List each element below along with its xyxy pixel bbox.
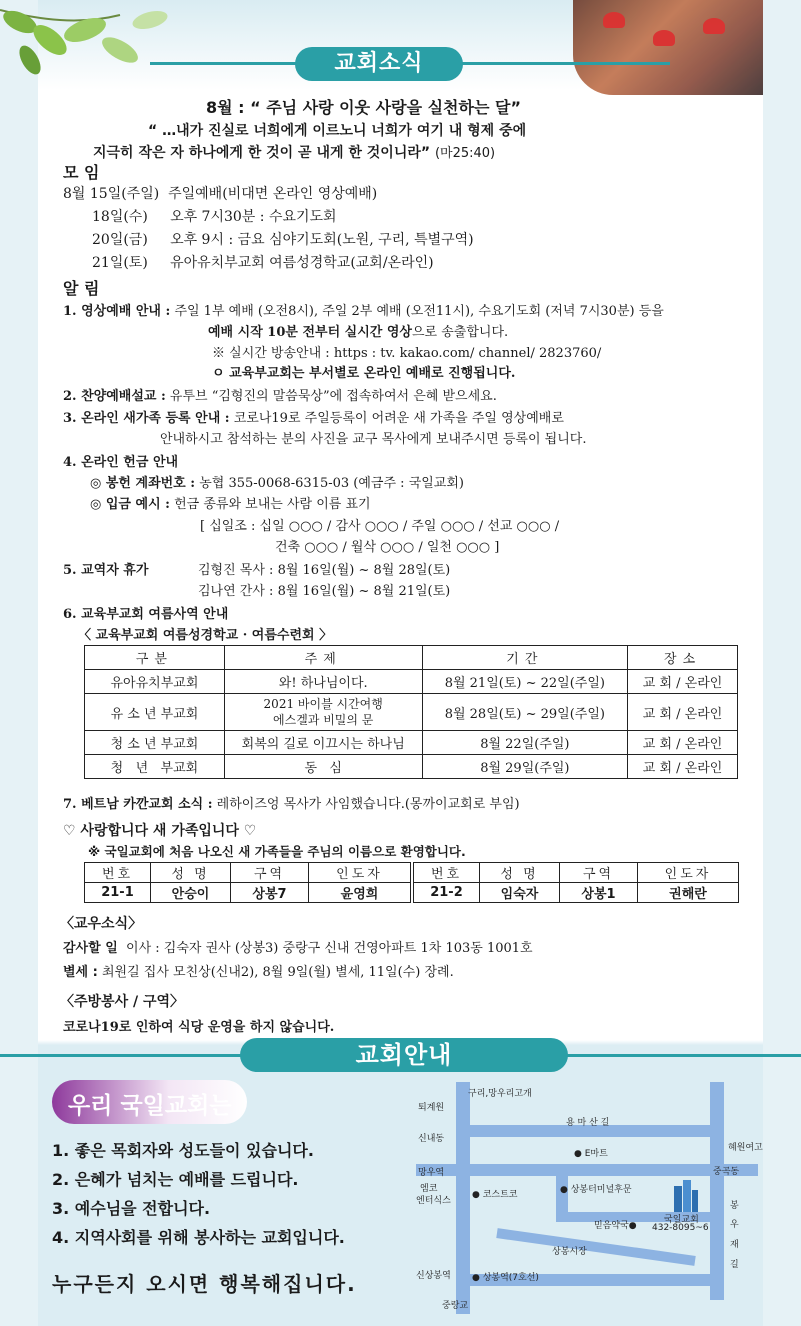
notice-2: [63, 385, 497, 404]
meeting-text: 오후 7시30분 : 수요기도회: [170, 209, 337, 225]
notice-label: 3. 온라인 새가족 등록 안내 :: [63, 411, 230, 426]
notice-text: 농협 355-0068-6315-03 (예금주 : 국일교회): [199, 476, 464, 491]
notice-6-sub: 〈 교육부교회 여름성경학교 · 여름수련회 〉: [78, 628, 333, 643]
notice-text: 주일 1부 예배 (오전8시), 주일 2부 예배 (오전11시), 수요기도회 (저녁 7시30분) 등을: [174, 304, 664, 319]
dept-cell: 청 소 년 부교회: [85, 731, 225, 755]
meeting-date: 20일(금): [92, 232, 148, 248]
newfamily-table-2: [413, 862, 739, 903]
intro-title: 우리 국일교회는: [68, 1093, 232, 1119]
choir-photo: [573, 0, 763, 95]
thanks-line: [63, 937, 533, 956]
theme-cell: 동 심: [224, 755, 422, 779]
label-bong: 봉: [730, 1201, 739, 1211]
kitchen-text: 코로나19로 인하여 식당 운영을 하지 않습니다.: [63, 1020, 335, 1035]
label-terminal: ● 상봉터미널후문: [560, 1185, 632, 1195]
road-mangu: [416, 1164, 758, 1176]
label-hyewon: 혜원여고: [728, 1143, 763, 1153]
no-cell: 21-1: [85, 883, 151, 903]
period-cell: 8월 21일(토) ~ 22일(주일): [422, 670, 628, 694]
table-header-row: [85, 863, 411, 883]
thanks-label: 감사할 일: [63, 941, 118, 956]
notice-label: ◎ 입금 예시 :: [90, 497, 170, 512]
leaves-decoration: [0, 0, 230, 90]
notice-4-example-2: [ 십일조 : 십일 ○○○ / 감사 ○○○ / 주일 ○○○ / 선교 ○○○ /: [200, 519, 560, 534]
notice-text: 코로나19로 주일등록이 어려운 새 가족을 주일 영상예배로: [233, 411, 564, 426]
notice-bold-text: 예배 시작 10분 전부터 실시간 영상: [208, 325, 412, 340]
label-mangu: 망우역: [418, 1168, 445, 1178]
period-cell: 8월 28일(토) ~ 29일(주일): [422, 694, 628, 731]
label-guri: 구리,망우리고개: [468, 1089, 532, 1099]
notice-4-account: [90, 472, 464, 491]
dept-cell: 유 소 년 부교회: [85, 694, 225, 731]
notice-7: [63, 793, 520, 812]
label-yongmasan: 용 마 산 길: [566, 1118, 610, 1128]
intro-item-2: 2. 은혜가 넘치는 예배를 드립니다.: [52, 1170, 299, 1189]
newfamily-subtitle: ※ 국일교회에 처음 나오신 새 가족들을 주님의 이름으로 환영합니다.: [88, 844, 466, 859]
place-cell: 교 회 / 온라인: [628, 670, 738, 694]
table-header-row: [414, 863, 739, 883]
label-mong: 엠코: [420, 1184, 438, 1194]
notice-4-example: [90, 493, 371, 512]
road-vertical-left: [456, 1082, 470, 1314]
col-name: 성 명: [480, 863, 560, 883]
notices-title: 알 림: [63, 279, 100, 298]
verse-line-2: [93, 142, 495, 162]
death-label: 별세 :: [63, 965, 98, 980]
meeting-date: 21일(토): [92, 255, 148, 271]
location-map: [416, 1082, 766, 1314]
label-emart: ● E마트: [574, 1149, 608, 1159]
notice-text: 으로 송출합니다.: [411, 325, 509, 340]
summer-schedule-table: [84, 645, 738, 779]
notice-label: 1. 영상예배 안내 :: [63, 304, 171, 319]
notice-label: 2. 찬양예배설교 :: [63, 389, 166, 404]
intro-title-badge: [52, 1080, 247, 1124]
kitchen-title: 〈주방봉사 / 구역〉: [60, 994, 185, 1010]
area-cell: 상봉1: [560, 883, 638, 903]
notice-label: 7. 베트남 카깐교회 소식 :: [63, 797, 213, 812]
period-cell: 8월 29일(주일): [422, 755, 628, 779]
col-no: 번호: [414, 863, 480, 883]
table-row: [414, 883, 739, 903]
road-lower-2: [496, 1228, 695, 1266]
theme-cell: [224, 694, 422, 731]
label-junggok: 중곡동: [713, 1167, 740, 1177]
thanks-text: 이사 : 김숙자 권사 (상봉3) 중랑구 신내 건영아파트 1차 103동 1001호: [126, 941, 533, 956]
col-place: 장소: [628, 646, 738, 670]
table-header-row: [85, 646, 738, 670]
label-pharmacy: 믿음약국●: [594, 1221, 637, 1231]
label-sangbong: ● 상봉역(7호선): [472, 1273, 539, 1283]
col-no: 번호: [85, 863, 151, 883]
col-period: 기간: [422, 646, 628, 670]
church-building-icon: [670, 1178, 700, 1212]
col-dept: 구분: [85, 646, 225, 670]
place-cell: 교 회 / 온라인: [628, 694, 738, 731]
label-costco: ● 코스트코: [472, 1190, 518, 1200]
members-title: 〈교우소식〉: [60, 916, 143, 932]
theme-line: 에스겔과 비밀의 문: [273, 713, 374, 727]
guide-cell: 권해란: [638, 883, 739, 903]
place-cell: 교 회 / 온라인: [628, 731, 738, 755]
meeting-date: 8월 15일(주일): [63, 186, 160, 202]
death-text: 최원길 집사 모친상(신내2), 8월 9일(월) 별세, 11일(수) 장례.: [101, 965, 454, 980]
meetings-title: 모 임: [63, 163, 100, 182]
notice-text: 레하이즈엉 목사가 사임했습니다.(몽까이교회로 부임): [216, 797, 520, 812]
meeting-text: 오후 9시 : 금요 심야기도회(노원, 구리, 특별구역): [170, 232, 474, 248]
meeting-date: 18일(수): [92, 209, 148, 225]
meeting-text: 유아유치부교회 여름성경학교(교회/온라인): [170, 255, 434, 271]
no-cell: 21-2: [414, 883, 480, 903]
theme-line: 2021 바이블 시간여행: [263, 697, 383, 711]
verse-text-2: 지극히 작은 자 하나에게 한 것이 곧 내게 한 것이니라”: [93, 145, 431, 161]
col-name: 성 명: [151, 863, 231, 883]
col-guide: 인도자: [638, 863, 739, 883]
closing-line: 누구든지 오시면 행복해집니다.: [52, 1272, 357, 1296]
theme-cell: 회복의 길로 이끄시는 하나님: [224, 731, 422, 755]
label-sinsang: 신상봉역: [416, 1271, 451, 1281]
intro-item-4: 4. 지역사회를 위해 봉사하는 교회입니다.: [52, 1228, 345, 1247]
news-banner: 교회소식: [295, 47, 463, 81]
meeting-text: 주일예배(비대면 온라인 영상예배): [168, 186, 378, 202]
notice-3: [63, 407, 564, 426]
name-cell: 임숙자: [480, 883, 560, 903]
meeting-4: [92, 252, 434, 272]
vacation-1: 김형진 목사 : 8월 16일(월) ~ 8월 28일(토): [198, 563, 451, 578]
intro-item-1: 1. 좋은 목회자와 성도들이 있습니다.: [52, 1141, 314, 1160]
notice-6: 6. 교육부교회 여름사역 안내: [63, 607, 229, 622]
guide-banner: 교회안내: [240, 1038, 568, 1072]
notice-4-example-3: 건축 ○○○ / 월삭 ○○○ / 일천 ○○○ ]: [275, 540, 500, 555]
meeting-2: [92, 206, 337, 226]
meeting-1: [63, 183, 377, 203]
month-theme: 8월 : “ 주님 사랑 이웃 사랑을 실천하는 달”: [206, 98, 521, 117]
vacation-2: 김나연 간사 : 8월 16일(월) ~ 8월 21일(토): [198, 584, 451, 599]
label-church: 국일교회: [664, 1215, 699, 1225]
theme-cell: 와! 하나님이다.: [224, 670, 422, 694]
notice-1-line2: [208, 321, 508, 340]
label-gil: 길: [730, 1260, 739, 1270]
area-cell: 상봉7: [231, 883, 309, 903]
place-cell: 교 회 / 온라인: [628, 755, 738, 779]
table-row: [85, 883, 411, 903]
col-guide: 인도자: [309, 863, 411, 883]
label-u: 우: [730, 1220, 739, 1230]
table-row: [85, 670, 738, 694]
death-line: [63, 961, 454, 980]
meeting-3: [92, 229, 474, 249]
label-toegye: 퇴계원: [418, 1103, 445, 1113]
notice-label: ◎ 봉헌 계좌번호 :: [90, 476, 196, 491]
table-row: [85, 694, 738, 731]
label-jungnang: 중랑교: [442, 1301, 469, 1311]
notice-4: 4. 온라인 헌금 안내: [63, 455, 179, 470]
notice-text: 유투브 “김형진의 말씀묵상”에 접속하여서 은혜 받으세요.: [169, 389, 497, 404]
name-cell: 안승이: [151, 883, 231, 903]
label-market: 상봉시장: [552, 1247, 587, 1257]
col-area: 구역: [231, 863, 309, 883]
notice-1-line4: ㅇ 교육부교회는 부서별로 온라인 예배로 진행됩니다.: [212, 366, 516, 381]
verse-line-1: “ …내가 진실로 너희에게 이르노니 너희가 여기 내 형제 중에: [148, 123, 527, 139]
notice-5: 5. 교역자 휴가: [63, 563, 149, 578]
col-theme: 주제: [224, 646, 422, 670]
dept-cell: 청 년 부교회: [85, 755, 225, 779]
broadcast-link[interactable]: ※ 실시간 방송안내 : https : tv. kakao.com/ channel/ 2823760/: [212, 346, 602, 361]
table-row: [85, 755, 738, 779]
label-jae: 재: [730, 1240, 739, 1250]
label-sinnae: 신내동: [418, 1134, 445, 1144]
period-cell: 8월 22일(주일): [422, 731, 628, 755]
dept-cell: 유아유치부교회: [85, 670, 225, 694]
label-center: 엔터식스: [416, 1196, 451, 1206]
label-church-phone: 432-8095~6: [652, 1223, 709, 1233]
newfamily-table-1: [84, 862, 411, 903]
road-vertical-right: [710, 1082, 724, 1300]
notice-1: [63, 300, 664, 319]
intro-item-3: 3. 예수님을 전합니다.: [52, 1199, 211, 1218]
table-row: [85, 731, 738, 755]
notice-3-line2: 안내하시고 참석하는 분의 사진을 교구 목사에게 보내주시면 등록이 됩니다.: [160, 432, 587, 447]
notice-text: 헌금 종류와 보내는 사람 이름 표기: [174, 497, 371, 512]
col-area: 구역: [560, 863, 638, 883]
verse-reference: (마25:40): [434, 146, 496, 161]
newfamily-title: ♡ 사랑합니다 새 가족입니다 ♡: [63, 823, 257, 839]
guide-cell: 윤영희: [309, 883, 411, 903]
